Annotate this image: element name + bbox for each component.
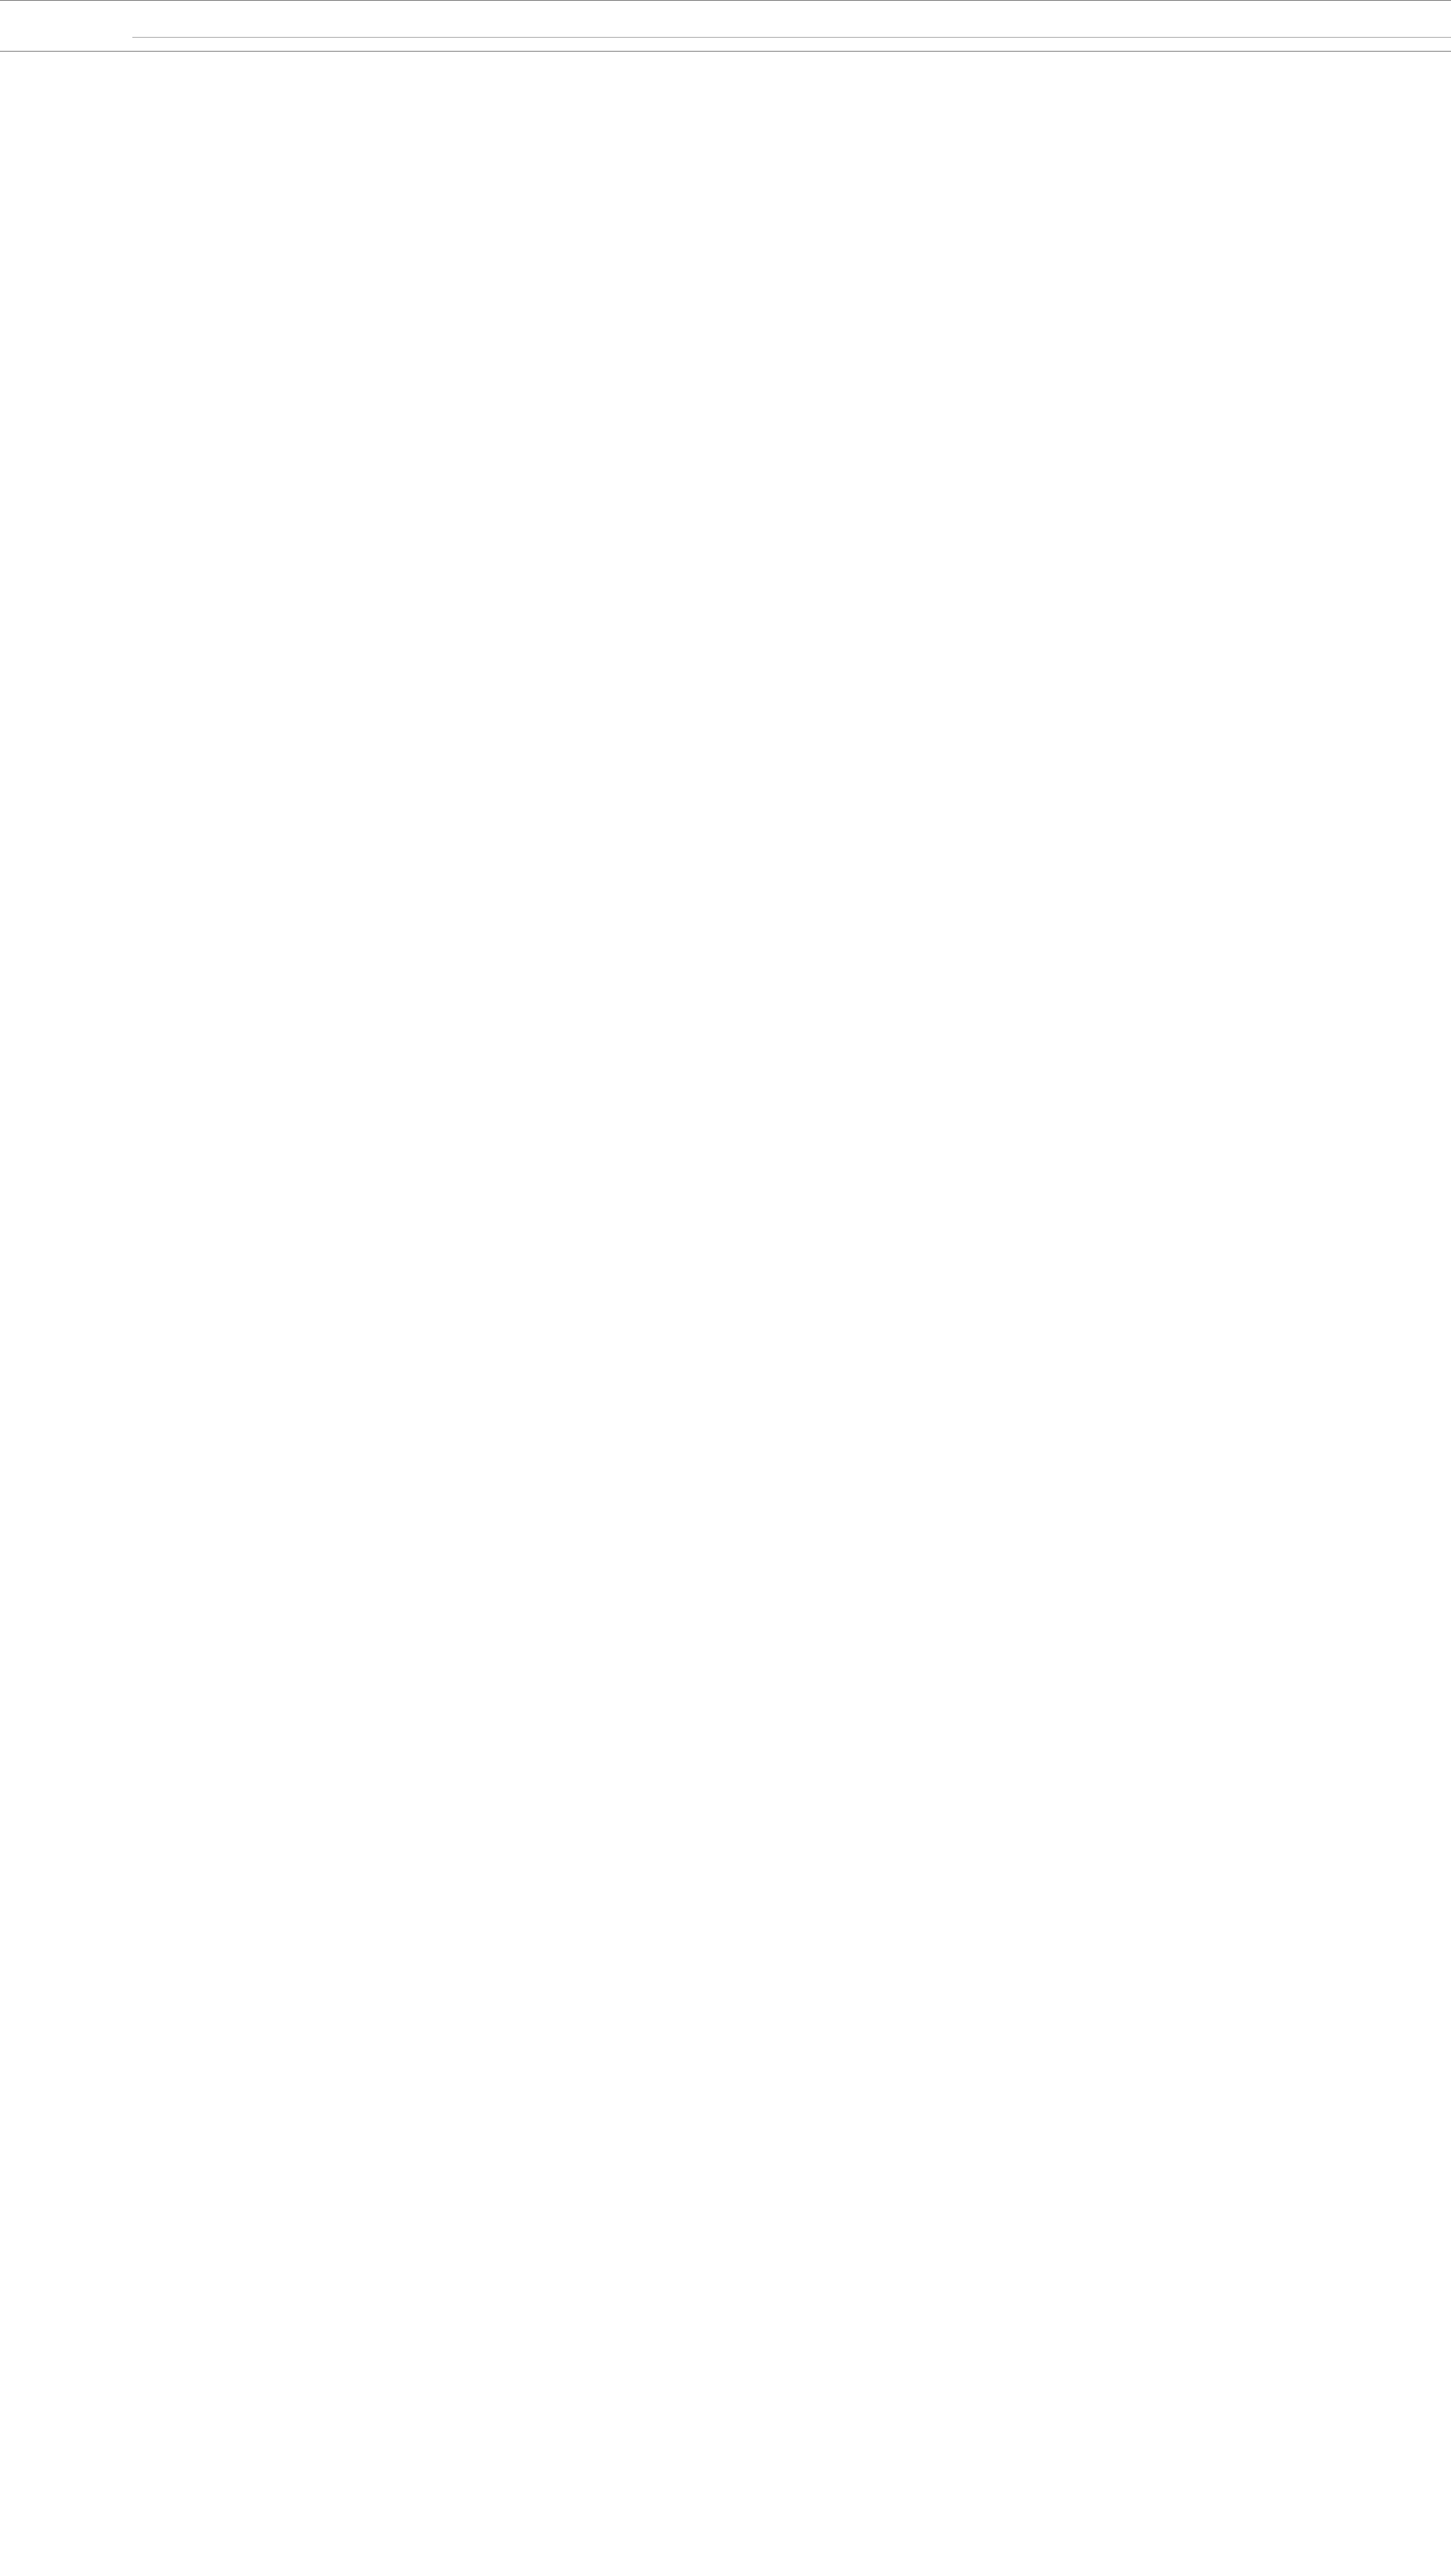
- risk-subheader: [1175, 38, 1229, 52]
- risk-of-bias-table: [0, 0, 1451, 52]
- articles-column-header: [0, 1, 132, 38]
- detection-bias-header: [644, 1, 903, 38]
- risk-subheader: [132, 38, 194, 52]
- risk-subheader: [644, 38, 706, 52]
- header-group-row: [0, 1, 1451, 38]
- text-location-subheader: [1229, 38, 1451, 52]
- text-location-subheader: [706, 38, 903, 52]
- attrition-bias-header: [903, 1, 1175, 38]
- table-header: [0, 1, 1451, 52]
- articles-subheader-blank: [0, 38, 132, 52]
- selection-bias-header: [132, 1, 385, 38]
- text-location-subheader: [447, 38, 644, 52]
- risk-subheader: [385, 38, 447, 52]
- header-sub-row: [0, 38, 1451, 52]
- reporting-bias-header: [1175, 1, 1451, 38]
- text-location-subheader: [194, 38, 385, 52]
- risk-of-bias-table-container: [0, 0, 1451, 52]
- risk-subheader: [903, 38, 964, 52]
- performance-bias-header: [385, 1, 644, 38]
- text-location-subheader: [964, 38, 1175, 52]
